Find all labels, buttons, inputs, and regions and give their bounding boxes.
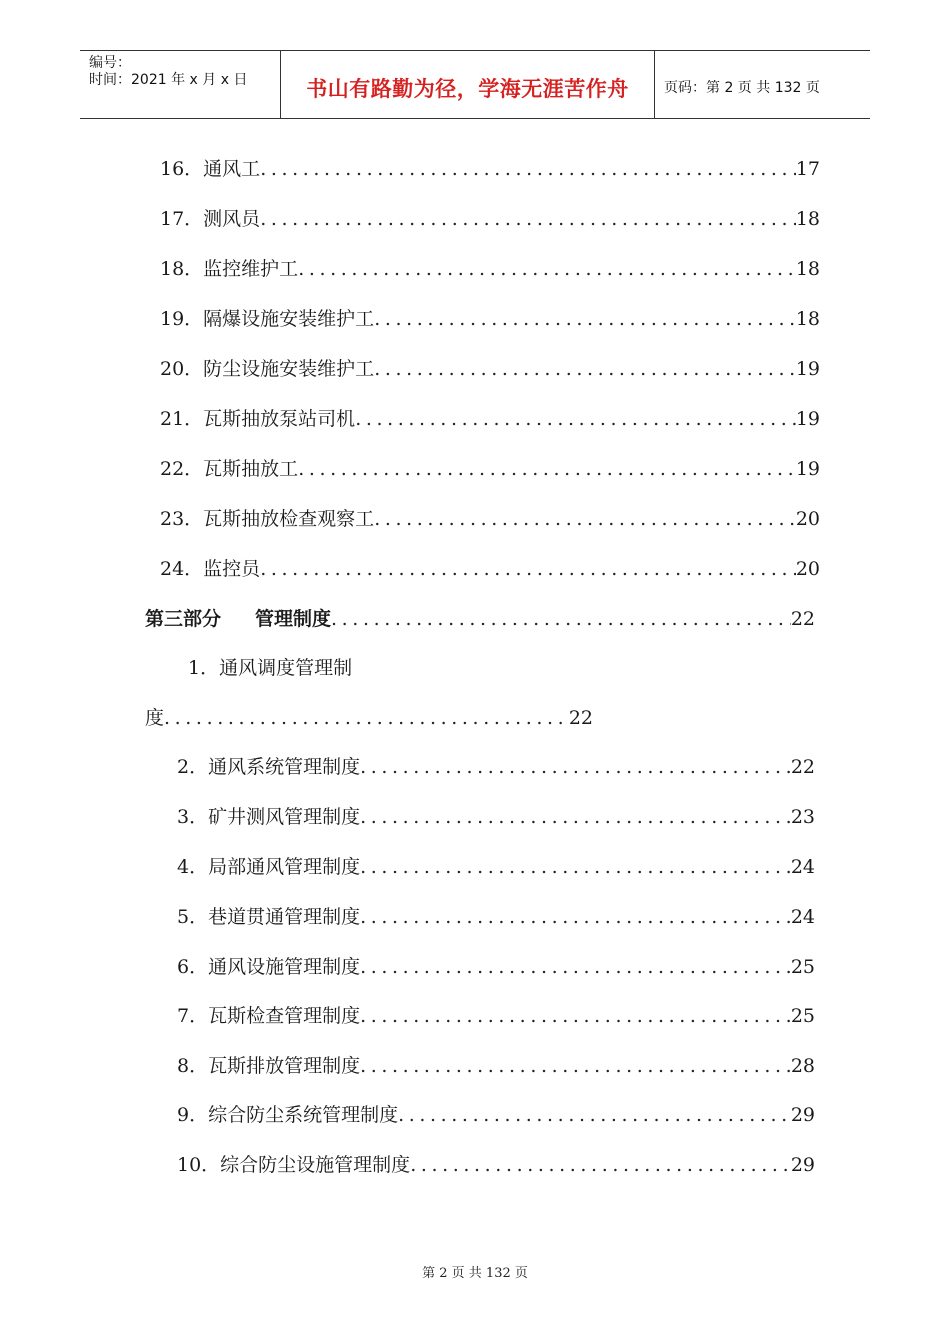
toc-entry-label: 23．瓦斯抽放检查观察工: [160, 508, 375, 530]
toc-entry-label: 4．局部通风管理制度: [177, 856, 361, 878]
toc-entry-label: 22．瓦斯抽放工: [160, 458, 299, 480]
dot-leader: [298, 453, 796, 485]
toc-entry-page: 23: [790, 806, 815, 828]
page-footer: 第 2 页 共 132 页: [422, 1266, 528, 1281]
dot-leader: [398, 1099, 791, 1131]
toc-entry-page: 18: [795, 258, 820, 280]
document-number-label: 编号：: [89, 55, 131, 71]
toc-section-page: 22: [790, 608, 815, 630]
dot-leader: [331, 603, 791, 635]
toc-entry[interactable]: [160, 553, 820, 585]
toc-entry-page: 25: [790, 956, 815, 978]
toc-entry-label: 24．监控员: [160, 558, 261, 580]
toc-entry-label: 3．矿井测风管理制度: [177, 806, 361, 828]
dot-leader: [298, 253, 796, 285]
dot-leader: [360, 1000, 791, 1032]
toc-entry[interactable]: [160, 503, 820, 535]
toc-entry[interactable]: [160, 203, 820, 235]
toc-entry[interactable]: [160, 303, 820, 335]
toc-entry[interactable]: [160, 353, 820, 385]
dot-leader: [355, 403, 796, 435]
toc-entry-label: 7．瓦斯检查管理制度: [177, 1005, 361, 1027]
dot-leader: [260, 203, 796, 235]
section-title: 管理制度: [255, 608, 332, 630]
toc-entry-label: 9．综合防尘系统管理制度: [177, 1104, 399, 1126]
toc-entry-wrapped-line1[interactable]: 1．通风调度管理制: [188, 657, 353, 679]
toc-entry-page: 19: [795, 358, 820, 380]
toc-entry-label: 10．综合防尘设施管理制度: [177, 1154, 411, 1176]
toc-entry[interactable]: [160, 253, 820, 285]
section-part: 第三部分: [145, 608, 222, 630]
toc-entry-page: 24: [790, 906, 815, 928]
toc-entry-label: 18．监控维护工: [160, 258, 299, 280]
toc-entry-page: 18: [795, 308, 820, 330]
toc-entry-wrapped-line2[interactable]: [145, 702, 593, 734]
header-slogan-cell: [281, 51, 655, 118]
dot-leader: [260, 553, 796, 585]
toc-entry[interactable]: [177, 1149, 815, 1181]
dot-leader: [260, 153, 796, 185]
header-slogan: 书山有路勤为径，学海无涯苦作舟: [306, 77, 629, 101]
header-page-cell: [655, 51, 870, 118]
toc-section-label: [145, 603, 331, 635]
page-header: [80, 50, 870, 119]
toc-entry[interactable]: [160, 453, 820, 485]
toc-entry-label: 2．通风系统管理制度: [177, 756, 361, 778]
dot-leader: [374, 303, 796, 335]
toc-entry[interactable]: [177, 1050, 815, 1082]
toc-entry-page: 29: [790, 1154, 815, 1176]
toc-entry[interactable]: [160, 153, 820, 185]
dot-leader: [360, 951, 791, 983]
toc-entry-label: 6．通风设施管理制度: [177, 956, 361, 978]
dot-leader: [360, 801, 791, 833]
toc-entry-label: 20．防尘设施安装维护工: [160, 358, 375, 380]
toc-entry-label: 17．测风员: [160, 208, 261, 230]
toc-entry[interactable]: [177, 851, 815, 883]
toc-entry-page: 29: [790, 1104, 815, 1126]
toc-entry-label: 8．瓦斯排放管理制度: [177, 1055, 361, 1077]
header-page-info: 页码：第 2 页 共 132 页: [664, 80, 820, 96]
toc-entry-page: 28: [790, 1055, 815, 1077]
toc-entry-page: 19: [795, 458, 820, 480]
toc-entry-page: 24: [790, 856, 815, 878]
toc-entry-label: 16．通风工: [160, 158, 261, 180]
toc-entry-page: 22: [790, 756, 815, 778]
toc-entry-label: 21．瓦斯抽放泵站司机: [160, 408, 356, 430]
toc-entry-label: 5．巷道贯通管理制度: [177, 906, 361, 928]
toc-entry[interactable]: [177, 951, 815, 983]
toc-entry-page: 20: [795, 508, 820, 530]
toc-entry[interactable]: [177, 901, 815, 933]
toc-entry-page: 20: [795, 558, 820, 580]
dot-leader: [360, 851, 791, 883]
dot-leader: [360, 751, 791, 783]
toc-entry-page: 22: [568, 707, 593, 729]
toc-section-heading[interactable]: [145, 603, 815, 635]
dot-leader: [360, 901, 791, 933]
toc-entry[interactable]: [177, 1000, 815, 1032]
dot-leader: [164, 702, 569, 734]
toc-entry-label: 19．隔爆设施安装维护工: [160, 308, 375, 330]
toc-entry-page: 18: [795, 208, 820, 230]
toc-entry-page: 25: [790, 1005, 815, 1027]
toc-entry-page: 17: [795, 158, 820, 180]
dot-leader: [374, 353, 796, 385]
toc-entry[interactable]: [160, 403, 820, 435]
header-meta-cell: [80, 51, 281, 118]
dot-leader: [360, 1050, 791, 1082]
toc-entry-label: 度: [145, 707, 165, 729]
toc-entry[interactable]: [177, 1099, 815, 1131]
toc-entry-page: 19: [795, 408, 820, 430]
toc-entry[interactable]: [177, 751, 815, 783]
dot-leader: [374, 503, 796, 535]
toc-entry[interactable]: [177, 801, 815, 833]
dot-leader: [410, 1149, 791, 1181]
document-date-label: 时间：2021 年 x 月 x 日: [89, 72, 248, 88]
